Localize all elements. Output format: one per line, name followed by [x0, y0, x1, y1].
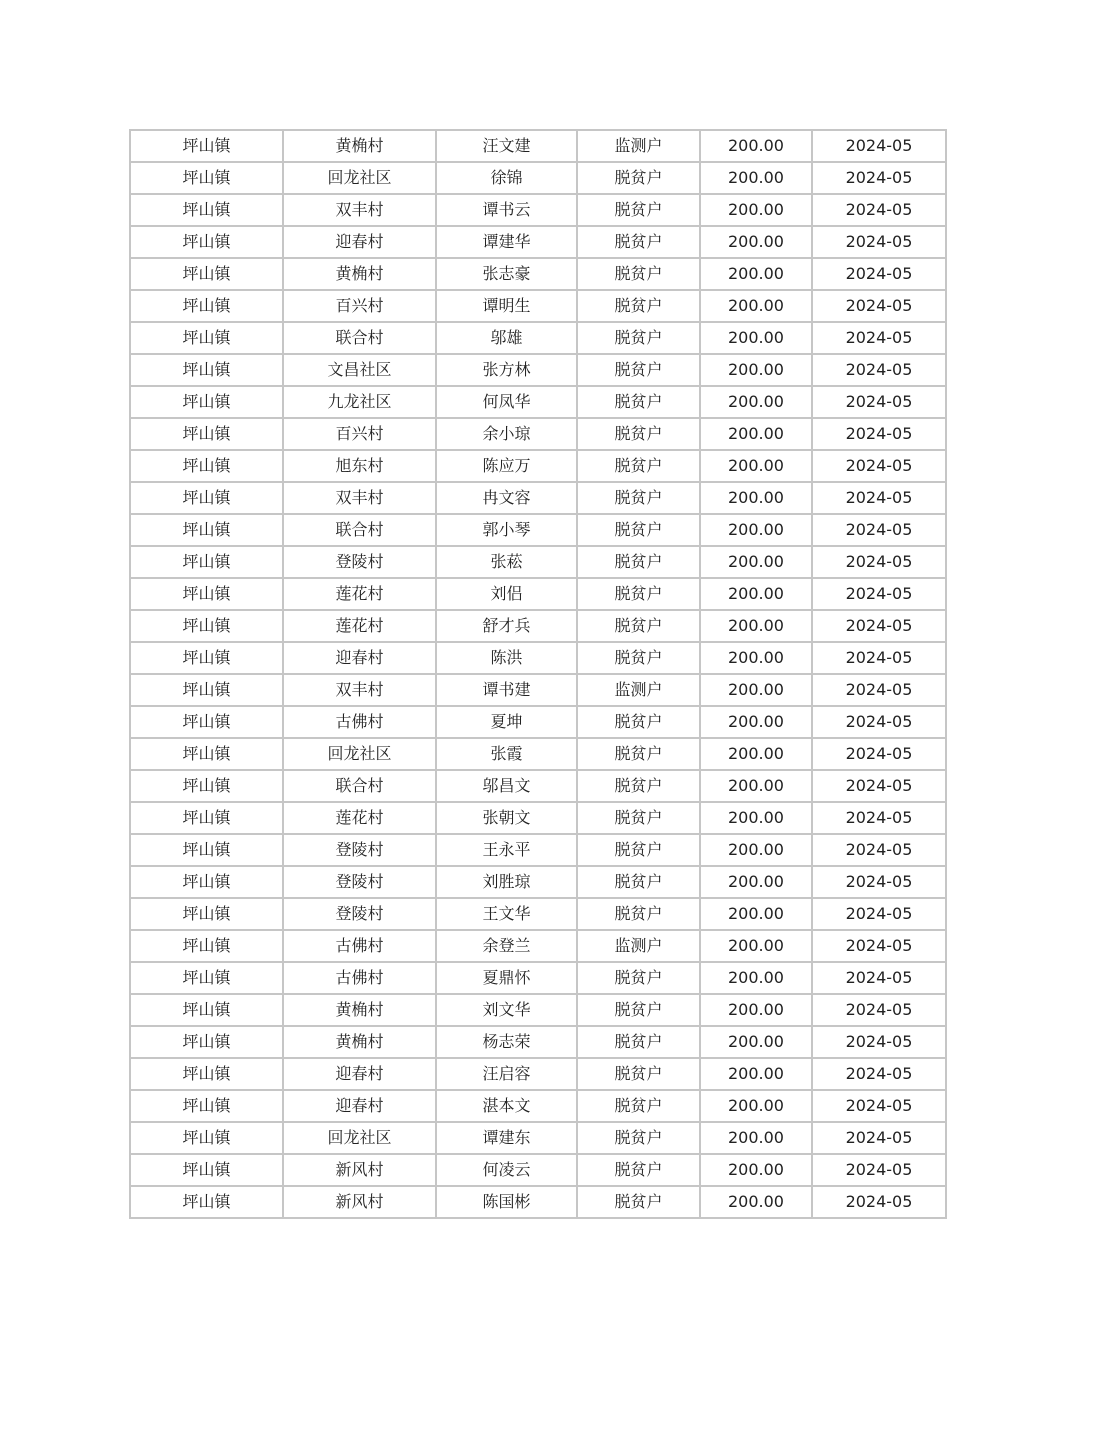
- village-cell: 回龙社区: [283, 1122, 436, 1154]
- village-cell: 回龙社区: [283, 738, 436, 770]
- village-cell: 旭东村: [283, 450, 436, 482]
- town-cell: 坪山镇: [130, 162, 283, 194]
- household-type-cell: 脱贫户: [577, 386, 700, 418]
- village-cell: 黄桷村: [283, 994, 436, 1026]
- amount-cell: 200.00: [700, 386, 812, 418]
- village-cell: 迎春村: [283, 1090, 436, 1122]
- amount-cell: 200.00: [700, 226, 812, 258]
- name-cell: 郭小琴: [436, 514, 577, 546]
- table-row: [130, 578, 946, 610]
- village-cell: 登陵村: [283, 834, 436, 866]
- town-cell: 坪山镇: [130, 738, 283, 770]
- town-cell: 坪山镇: [130, 962, 283, 994]
- table-row: [130, 738, 946, 770]
- table-row: [130, 802, 946, 834]
- town-cell: 坪山镇: [130, 642, 283, 674]
- town-cell: 坪山镇: [130, 1122, 283, 1154]
- village-cell: 九龙社区: [283, 386, 436, 418]
- table-row: [130, 546, 946, 578]
- name-cell: 谭建华: [436, 226, 577, 258]
- amount-cell: 200.00: [700, 418, 812, 450]
- town-cell: 坪山镇: [130, 770, 283, 802]
- household-type-cell: 监测户: [577, 674, 700, 706]
- village-cell: 新风村: [283, 1154, 436, 1186]
- village-cell: 莲花村: [283, 802, 436, 834]
- date-cell: 2024-05: [812, 418, 946, 450]
- household-type-cell: 脱贫户: [577, 770, 700, 802]
- table-row: [130, 994, 946, 1026]
- table-row: [130, 514, 946, 546]
- table-row: [130, 674, 946, 706]
- village-cell: 迎春村: [283, 226, 436, 258]
- town-cell: 坪山镇: [130, 258, 283, 290]
- village-cell: 新风村: [283, 1186, 436, 1218]
- name-cell: 徐锦: [436, 162, 577, 194]
- household-type-cell: 脱贫户: [577, 1058, 700, 1090]
- household-type-cell: 脱贫户: [577, 290, 700, 322]
- amount-cell: 200.00: [700, 738, 812, 770]
- table-row: [130, 258, 946, 290]
- amount-cell: 200.00: [700, 130, 812, 162]
- village-cell: 黄桷村: [283, 1026, 436, 1058]
- table-row: [130, 706, 946, 738]
- name-cell: 杨志荣: [436, 1026, 577, 1058]
- village-cell: 黄桷村: [283, 258, 436, 290]
- household-type-cell: 脱贫户: [577, 322, 700, 354]
- town-cell: 坪山镇: [130, 930, 283, 962]
- date-cell: 2024-05: [812, 578, 946, 610]
- household-type-cell: 脱贫户: [577, 546, 700, 578]
- village-cell: 古佛村: [283, 706, 436, 738]
- date-cell: 2024-05: [812, 322, 946, 354]
- table-body: [130, 130, 946, 1218]
- household-type-cell: 脱贫户: [577, 1090, 700, 1122]
- town-cell: 坪山镇: [130, 578, 283, 610]
- table-row: [130, 1026, 946, 1058]
- amount-cell: 200.00: [700, 450, 812, 482]
- date-cell: 2024-05: [812, 194, 946, 226]
- household-type-cell: 脱贫户: [577, 834, 700, 866]
- town-cell: 坪山镇: [130, 994, 283, 1026]
- date-cell: 2024-05: [812, 162, 946, 194]
- town-cell: 坪山镇: [130, 546, 283, 578]
- amount-cell: 200.00: [700, 482, 812, 514]
- amount-cell: 200.00: [700, 258, 812, 290]
- name-cell: 刘文华: [436, 994, 577, 1026]
- name-cell: 谭建东: [436, 1122, 577, 1154]
- town-cell: 坪山镇: [130, 450, 283, 482]
- amount-cell: 200.00: [700, 1026, 812, 1058]
- town-cell: 坪山镇: [130, 1090, 283, 1122]
- village-cell: 联合村: [283, 770, 436, 802]
- household-type-cell: 脱贫户: [577, 994, 700, 1026]
- village-cell: 登陵村: [283, 866, 436, 898]
- town-cell: 坪山镇: [130, 386, 283, 418]
- amount-cell: 200.00: [700, 546, 812, 578]
- amount-cell: 200.00: [700, 994, 812, 1026]
- date-cell: 2024-05: [812, 1122, 946, 1154]
- date-cell: 2024-05: [812, 290, 946, 322]
- date-cell: 2024-05: [812, 1090, 946, 1122]
- amount-cell: 200.00: [700, 514, 812, 546]
- village-cell: 黄桷村: [283, 130, 436, 162]
- town-cell: 坪山镇: [130, 610, 283, 642]
- table-row: [130, 162, 946, 194]
- amount-cell: 200.00: [700, 802, 812, 834]
- village-cell: 莲花村: [283, 610, 436, 642]
- date-cell: 2024-05: [812, 1154, 946, 1186]
- name-cell: 冉文容: [436, 482, 577, 514]
- name-cell: 陈洪: [436, 642, 577, 674]
- date-cell: 2024-05: [812, 866, 946, 898]
- name-cell: 何凤华: [436, 386, 577, 418]
- village-cell: 双丰村: [283, 194, 436, 226]
- amount-cell: 200.00: [700, 770, 812, 802]
- amount-cell: 200.00: [700, 162, 812, 194]
- table-row: [130, 642, 946, 674]
- date-cell: 2024-05: [812, 898, 946, 930]
- household-type-cell: 脱贫户: [577, 418, 700, 450]
- village-cell: 莲花村: [283, 578, 436, 610]
- amount-cell: 200.00: [700, 706, 812, 738]
- table-row: [130, 866, 946, 898]
- name-cell: 汪启容: [436, 1058, 577, 1090]
- amount-cell: 200.00: [700, 322, 812, 354]
- date-cell: 2024-05: [812, 770, 946, 802]
- town-cell: 坪山镇: [130, 674, 283, 706]
- amount-cell: 200.00: [700, 834, 812, 866]
- name-cell: 张霞: [436, 738, 577, 770]
- village-cell: 双丰村: [283, 482, 436, 514]
- name-cell: 余登兰: [436, 930, 577, 962]
- name-cell: 舒才兵: [436, 610, 577, 642]
- village-cell: 回龙社区: [283, 162, 436, 194]
- date-cell: 2024-05: [812, 226, 946, 258]
- amount-cell: 200.00: [700, 898, 812, 930]
- amount-cell: 200.00: [700, 642, 812, 674]
- data-table: [129, 129, 947, 1219]
- household-type-cell: 脱贫户: [577, 642, 700, 674]
- date-cell: 2024-05: [812, 994, 946, 1026]
- table-row: [130, 450, 946, 482]
- table-row: [130, 1154, 946, 1186]
- amount-cell: 200.00: [700, 1090, 812, 1122]
- date-cell: 2024-05: [812, 386, 946, 418]
- household-type-cell: 脱贫户: [577, 1026, 700, 1058]
- town-cell: 坪山镇: [130, 866, 283, 898]
- table-row: [130, 290, 946, 322]
- name-cell: 张菘: [436, 546, 577, 578]
- date-cell: 2024-05: [812, 930, 946, 962]
- household-type-cell: 脱贫户: [577, 1122, 700, 1154]
- amount-cell: 200.00: [700, 354, 812, 386]
- name-cell: 何凌云: [436, 1154, 577, 1186]
- village-cell: 文昌社区: [283, 354, 436, 386]
- village-cell: 登陵村: [283, 898, 436, 930]
- household-type-cell: 脱贫户: [577, 898, 700, 930]
- town-cell: 坪山镇: [130, 130, 283, 162]
- town-cell: 坪山镇: [130, 1058, 283, 1090]
- amount-cell: 200.00: [700, 674, 812, 706]
- table-row: [130, 386, 946, 418]
- town-cell: 坪山镇: [130, 354, 283, 386]
- name-cell: 谭明生: [436, 290, 577, 322]
- table-row: [130, 610, 946, 642]
- household-type-cell: 脱贫户: [577, 258, 700, 290]
- household-type-cell: 脱贫户: [577, 514, 700, 546]
- household-type-cell: 监测户: [577, 930, 700, 962]
- village-cell: 迎春村: [283, 642, 436, 674]
- town-cell: 坪山镇: [130, 898, 283, 930]
- town-cell: 坪山镇: [130, 226, 283, 258]
- name-cell: 谭书云: [436, 194, 577, 226]
- name-cell: 陈国彬: [436, 1186, 577, 1218]
- date-cell: 2024-05: [812, 450, 946, 482]
- date-cell: 2024-05: [812, 1058, 946, 1090]
- household-type-cell: 脱贫户: [577, 578, 700, 610]
- village-cell: 古佛村: [283, 930, 436, 962]
- name-cell: 邬昌文: [436, 770, 577, 802]
- town-cell: 坪山镇: [130, 322, 283, 354]
- table-row: [130, 354, 946, 386]
- household-type-cell: 脱贫户: [577, 610, 700, 642]
- household-type-cell: 脱贫户: [577, 706, 700, 738]
- town-cell: 坪山镇: [130, 802, 283, 834]
- name-cell: 夏鼎怀: [436, 962, 577, 994]
- table-row: [130, 930, 946, 962]
- name-cell: 夏坤: [436, 706, 577, 738]
- table-row: [130, 130, 946, 162]
- household-type-cell: 脱贫户: [577, 354, 700, 386]
- name-cell: 汪文建: [436, 130, 577, 162]
- village-cell: 百兴村: [283, 418, 436, 450]
- village-cell: 双丰村: [283, 674, 436, 706]
- date-cell: 2024-05: [812, 674, 946, 706]
- date-cell: 2024-05: [812, 514, 946, 546]
- amount-cell: 200.00: [700, 610, 812, 642]
- name-cell: 张朝文: [436, 802, 577, 834]
- town-cell: 坪山镇: [130, 194, 283, 226]
- table-row: [130, 962, 946, 994]
- amount-cell: 200.00: [700, 194, 812, 226]
- date-cell: 2024-05: [812, 962, 946, 994]
- village-cell: 古佛村: [283, 962, 436, 994]
- date-cell: 2024-05: [812, 610, 946, 642]
- town-cell: 坪山镇: [130, 834, 283, 866]
- amount-cell: 200.00: [700, 962, 812, 994]
- name-cell: 王文华: [436, 898, 577, 930]
- name-cell: 谭书建: [436, 674, 577, 706]
- table-row: [130, 482, 946, 514]
- household-type-cell: 脱贫户: [577, 802, 700, 834]
- date-cell: 2024-05: [812, 738, 946, 770]
- table-row: [130, 226, 946, 258]
- town-cell: 坪山镇: [130, 482, 283, 514]
- date-cell: 2024-05: [812, 258, 946, 290]
- village-cell: 登陵村: [283, 546, 436, 578]
- town-cell: 坪山镇: [130, 1154, 283, 1186]
- name-cell: 余小琼: [436, 418, 577, 450]
- table-row: [130, 194, 946, 226]
- amount-cell: 200.00: [700, 1154, 812, 1186]
- household-type-cell: 脱贫户: [577, 738, 700, 770]
- date-cell: 2024-05: [812, 1186, 946, 1218]
- amount-cell: 200.00: [700, 290, 812, 322]
- date-cell: 2024-05: [812, 642, 946, 674]
- name-cell: 张志豪: [436, 258, 577, 290]
- household-type-cell: 脱贫户: [577, 1186, 700, 1218]
- name-cell: 张方林: [436, 354, 577, 386]
- town-cell: 坪山镇: [130, 1026, 283, 1058]
- amount-cell: 200.00: [700, 1122, 812, 1154]
- household-type-cell: 监测户: [577, 130, 700, 162]
- table-row: [130, 418, 946, 450]
- household-type-cell: 脱贫户: [577, 226, 700, 258]
- table-row: [130, 1186, 946, 1218]
- amount-cell: 200.00: [700, 866, 812, 898]
- town-cell: 坪山镇: [130, 1186, 283, 1218]
- household-type-cell: 脱贫户: [577, 162, 700, 194]
- household-type-cell: 脱贫户: [577, 962, 700, 994]
- name-cell: 刘侣: [436, 578, 577, 610]
- village-cell: 迎春村: [283, 1058, 436, 1090]
- name-cell: 陈应万: [436, 450, 577, 482]
- amount-cell: 200.00: [700, 1186, 812, 1218]
- household-type-cell: 脱贫户: [577, 482, 700, 514]
- village-cell: 百兴村: [283, 290, 436, 322]
- table-row: [130, 1058, 946, 1090]
- date-cell: 2024-05: [812, 130, 946, 162]
- date-cell: 2024-05: [812, 834, 946, 866]
- table-row: [130, 898, 946, 930]
- village-cell: 联合村: [283, 514, 436, 546]
- name-cell: 王永平: [436, 834, 577, 866]
- town-cell: 坪山镇: [130, 514, 283, 546]
- table-row: [130, 1122, 946, 1154]
- name-cell: 邬雄: [436, 322, 577, 354]
- name-cell: 刘胜琼: [436, 866, 577, 898]
- amount-cell: 200.00: [700, 1058, 812, 1090]
- amount-cell: 200.00: [700, 578, 812, 610]
- town-cell: 坪山镇: [130, 418, 283, 450]
- household-type-cell: 脱贫户: [577, 450, 700, 482]
- date-cell: 2024-05: [812, 354, 946, 386]
- date-cell: 2024-05: [812, 1026, 946, 1058]
- amount-cell: 200.00: [700, 930, 812, 962]
- village-cell: 联合村: [283, 322, 436, 354]
- table-row: [130, 834, 946, 866]
- date-cell: 2024-05: [812, 482, 946, 514]
- town-cell: 坪山镇: [130, 290, 283, 322]
- household-type-cell: 脱贫户: [577, 194, 700, 226]
- household-type-cell: 脱贫户: [577, 1154, 700, 1186]
- table-row: [130, 770, 946, 802]
- town-cell: 坪山镇: [130, 706, 283, 738]
- table-row: [130, 1090, 946, 1122]
- date-cell: 2024-05: [812, 802, 946, 834]
- household-type-cell: 脱贫户: [577, 866, 700, 898]
- date-cell: 2024-05: [812, 546, 946, 578]
- name-cell: 湛本文: [436, 1090, 577, 1122]
- date-cell: 2024-05: [812, 706, 946, 738]
- table-row: [130, 322, 946, 354]
